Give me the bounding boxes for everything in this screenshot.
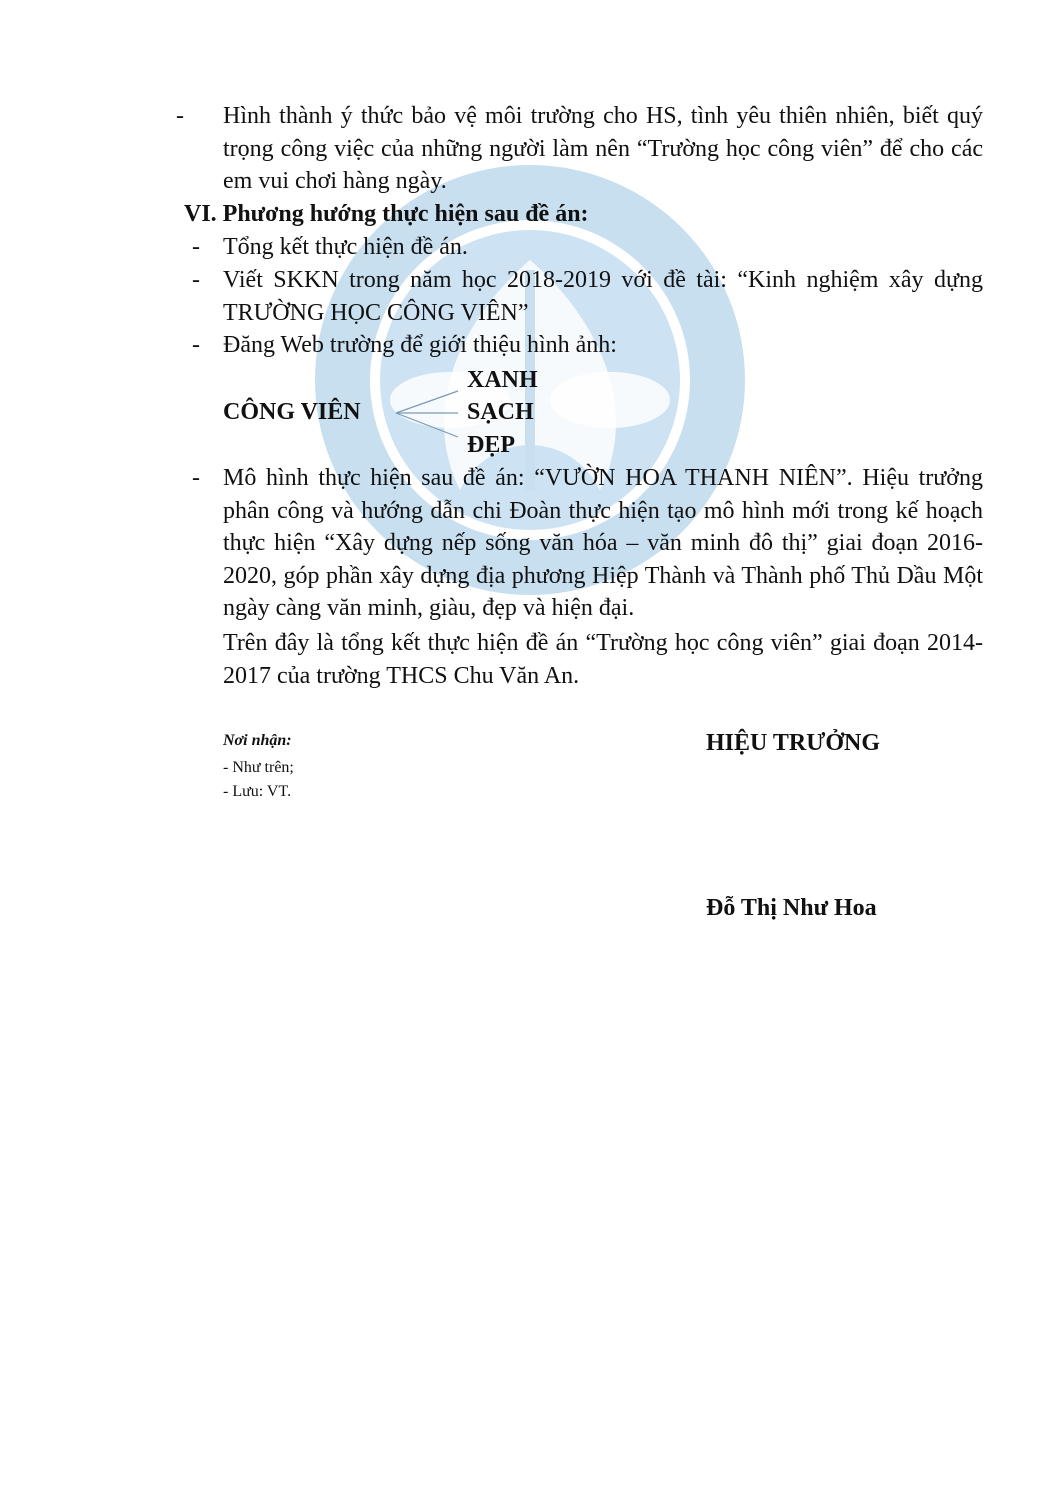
section-heading: VI. Phương hướng thực hiện sau đề án:	[184, 201, 589, 227]
signature-role: HIỆU TRƯỞNG	[706, 730, 881, 756]
signature-name: Đỗ Thị Như Hoa	[706, 895, 877, 921]
diagram-arrows	[390, 385, 470, 445]
bullet-dash: -	[192, 465, 200, 491]
closing-paragraph: Trên đây là tổng kết thực hiện đề án “Trường học công viên” giai đoạn 2014-2017 của trường THCS Chu Văn An.	[223, 630, 983, 689]
item-summary: Tổng kết thực hiện đề án.	[223, 234, 468, 260]
recipients-line: - Như trên;	[223, 759, 294, 776]
diagram-center-label: CÔNG VIÊN	[223, 399, 361, 425]
item-model: Mô hình thực hiện sau đề án: “VƯỜN HOA THANH NIÊN”. Hiệu trưởng phân công và hướng dẫn chi Đoàn thực hiện tạo mô hình mới trong kế hoạch thực hiện “Xây dựng nếp sống văn hóa – văn minh đô thị” giai đoạn 2016-2020, góp phần xây dựng địa phương Hiệp Thành và Thành phố Thủ Dầu Một ngày càng văn minh, giàu, đẹp và hiện đại.	[223, 465, 983, 621]
item-environment-awareness: Hình thành ý thức bảo vệ môi trường cho HS, tình yêu thiên nhiên, biết quý trọng công việc của những người làm nên “Trường học công viên” để cho các em vui chơi hàng ngày.	[223, 103, 983, 194]
diagram-branch-clean: SẠCH	[467, 399, 534, 425]
diagram-branch-green: XANH	[467, 367, 538, 393]
bullet-dash: -	[176, 103, 184, 129]
recipients-title: Nơi nhận:	[223, 732, 292, 749]
bullet-dash: -	[192, 234, 200, 260]
item-skkn: Viết SKKN trong năm học 2018-2019 với đề tài: “Kinh nghiệm xây dựng TRƯỜNG HỌC CÔNG VIÊN”	[223, 267, 983, 326]
bullet-dash: -	[192, 267, 200, 293]
bullet-dash: -	[192, 332, 200, 358]
diagram-branch-beautiful: ĐẸP	[467, 432, 515, 458]
item-website: Đăng Web trường để giới thiệu hình ảnh:	[223, 332, 617, 358]
recipients-line: - Lưu: VT.	[223, 783, 292, 800]
